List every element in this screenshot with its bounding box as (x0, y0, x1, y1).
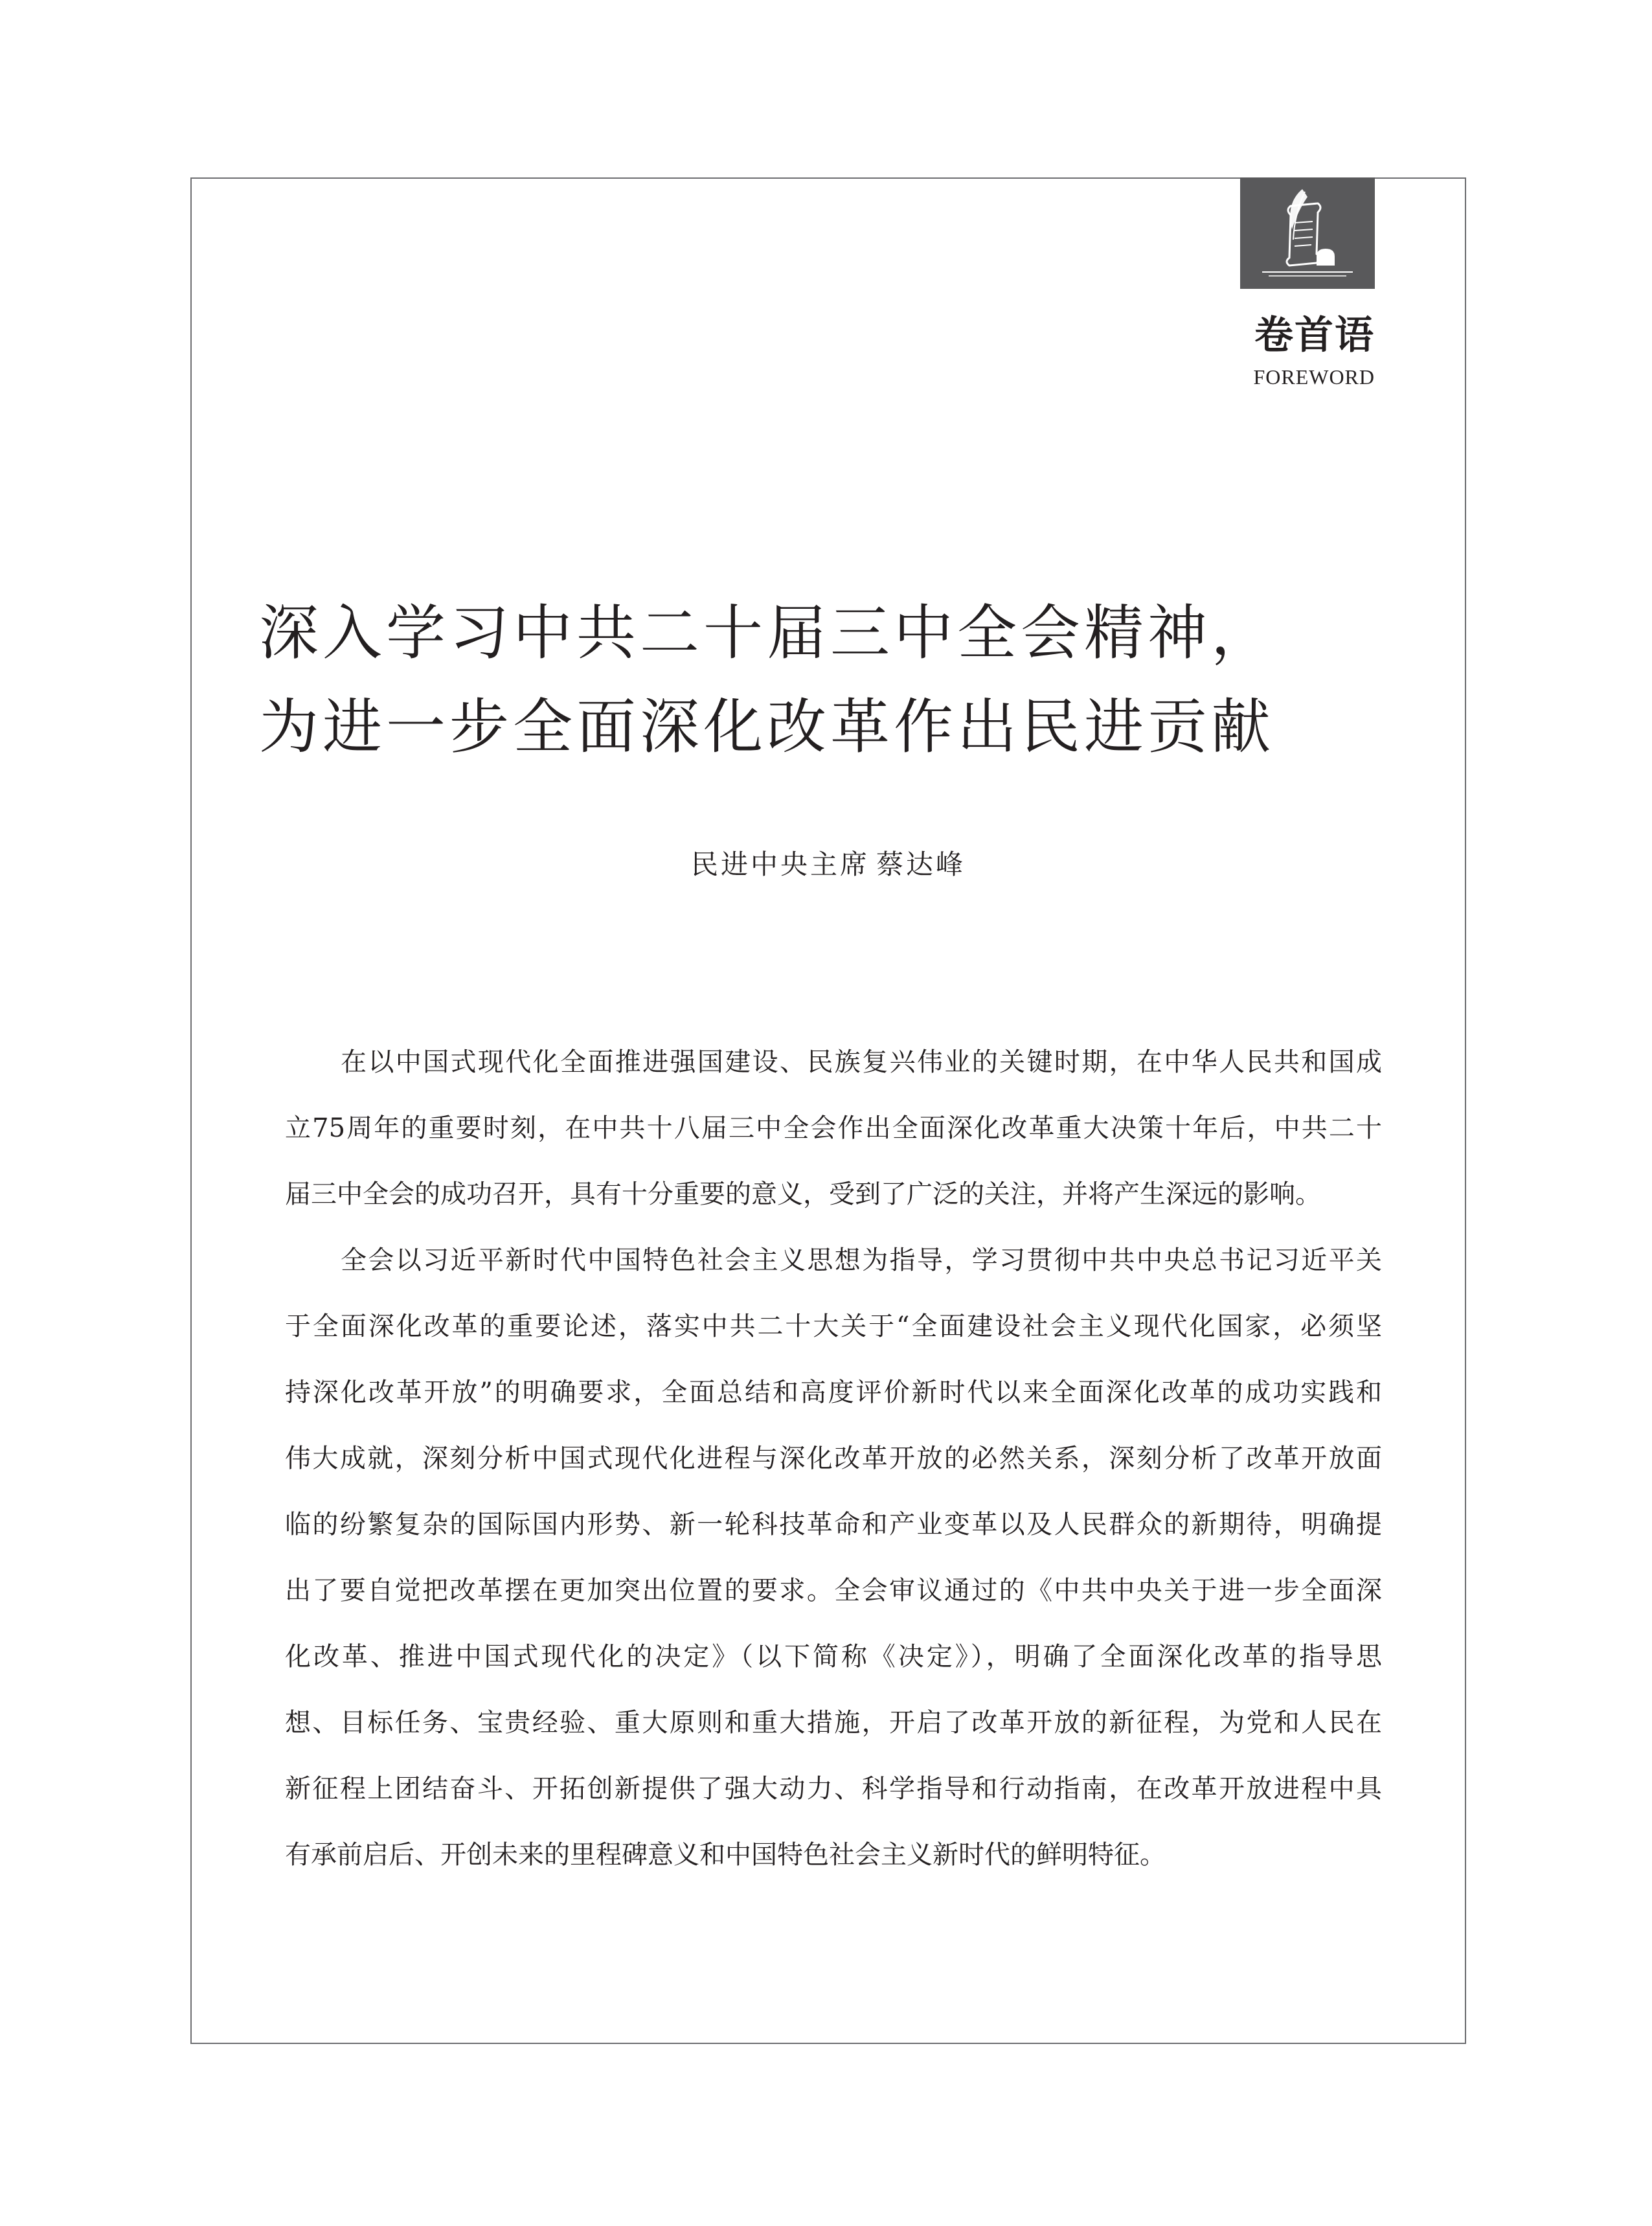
section-badge (1240, 177, 1375, 289)
paragraph-line: 化改革、推进中国式现代化的决定》（以下简称《决定》），明确了全面深化改革的指导思 (285, 1642, 1382, 1672)
paragraph-line: 出了要自觉把改革摆在更加突出位置的要求。全会审议通过的《中共中央关于进一步全面深 (285, 1576, 1382, 1606)
article-body (285, 1043, 1382, 1902)
headline-line: 为进一步全面深化改革作出民进贡献 (259, 692, 1275, 762)
paragraph-line: 立75周年的重要时刻，在中共十八届三中全会作出全面深化改革重大决策十年后，中共二十 (285, 1113, 1382, 1143)
paragraph-line: 在以中国式现代化全面推进强国建设、民族复兴伟业的关键时期，在中华人民共和国成 (341, 1047, 1382, 1077)
article-headline (259, 586, 1399, 774)
paragraph-line: 伟大成就，深刻分析中国式现代化进程与深化改革开放的必然关系，深刻分析了改革开放面 (285, 1444, 1382, 1473)
author-byline (190, 845, 1466, 884)
author-name: 蔡达峰 (876, 848, 966, 880)
quill-scroll-icon (1240, 177, 1375, 289)
paragraph-line: 全会以习近平新时代中国特色社会主义思想为指导，学习贯彻中共中央总书记习近平关 (341, 1245, 1382, 1275)
paragraph-line: 届三中全会的成功召开，具有十分重要的意义，受到了广泛的关注，并将产生深远的影响。 (285, 1179, 1321, 1209)
headline-line: 深入学习中共二十届三中全会精神， (259, 598, 1275, 668)
author-title: 民进中央主席 (690, 848, 870, 880)
paragraph-line: 有承前启后、开创未来的里程碑意义和中国特色社会主义新时代的鲜明特征。 (285, 1840, 1166, 1870)
paragraph-line: 于全面深化改革的重要论述，落实中共二十大关于“全面建设社会主义现代化国家，必须坚 (285, 1312, 1382, 1341)
paragraph-line: 新征程上团结奋斗、开拓创新提供了强大动力、科学指导和行动指南，在改革开放进程中具 (285, 1774, 1382, 1804)
section-title: 卷首语 (1254, 313, 1375, 358)
section-subtitle: FOREWORD (1253, 365, 1375, 389)
paragraph-line: 想、目标任务、宝贵经验、重大原则和重大措施，开启了改革开放的新征程，为党和人民在 (285, 1708, 1382, 1738)
paragraph-line: 临的纷繁复杂的国际国内形势、新一轮科技革命和产业变革以及人民群众的新期待，明确提 (285, 1510, 1382, 1539)
paragraph-line: 持深化改革开放”的明确要求，全面总结和高度评价新时代以来全面深化改革的成功实践和 (285, 1378, 1382, 1407)
